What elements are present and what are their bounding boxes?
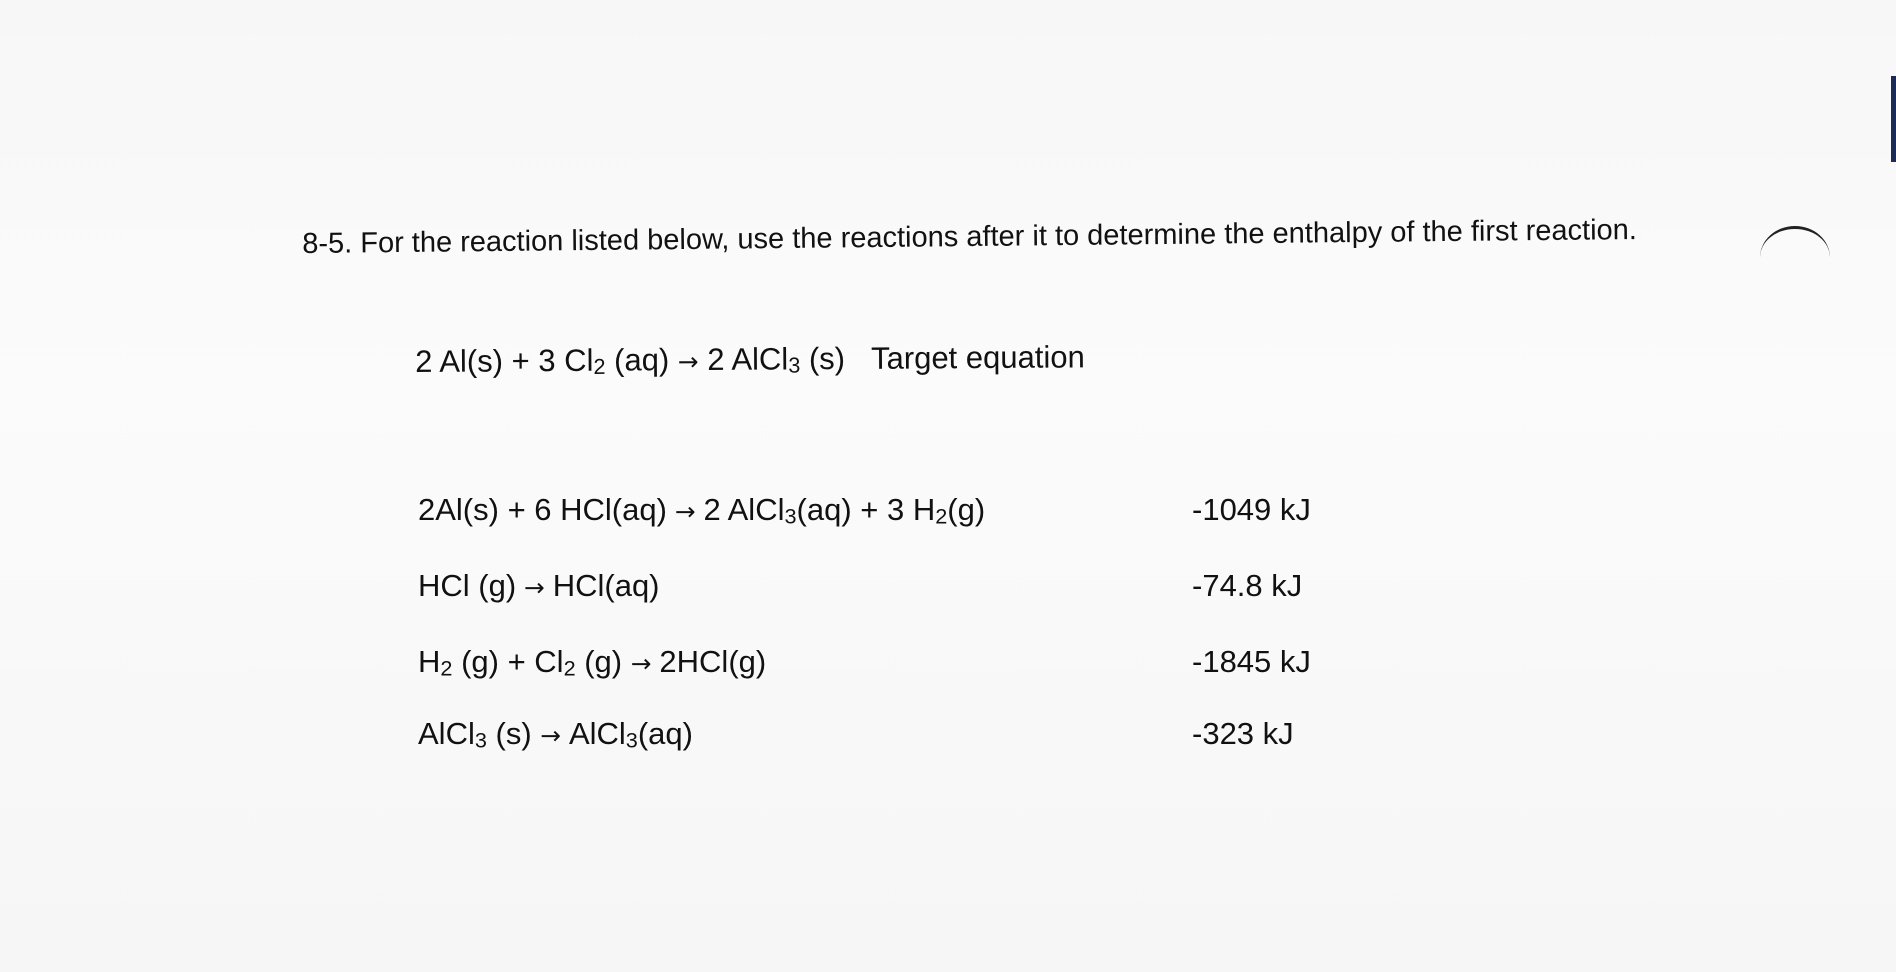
target-lhs-state: (aq) <box>605 342 678 378</box>
page-edge-shadow <box>1891 76 1896 162</box>
reaction-enthalpy: -1049 kJ <box>1192 492 1311 527</box>
reaction-arrow: → <box>677 347 699 377</box>
reaction-row <box>418 644 1338 688</box>
reaction-equation: 2Al(s) + 6 HCl(aq) → 2 AlCl$_3$(aq) + 3 $H_2(g)$ <box>418 492 986 529</box>
reaction-enthalpy: -74.8 kJ <box>1192 568 1303 603</box>
target-lhs: 2 Al(s) + 3 Cl <box>415 342 594 379</box>
hole-punch-mark <box>1760 226 1830 289</box>
reaction-equation: $H_2$ $(g) + Cl_2$ (g) → 2HCl(g) <box>418 644 767 681</box>
target-equation <box>415 339 1085 380</box>
reaction-enthalpy: -1845 kJ <box>1192 644 1311 679</box>
target-rhs-state: (s) <box>800 340 846 377</box>
reaction-equation: HCl (g) → HCl(aq) <box>418 568 660 603</box>
target-label: Target equation <box>870 339 1085 376</box>
target-rhs: 2 AlCl <box>698 341 789 378</box>
reaction-row <box>418 568 1338 612</box>
reaction-row <box>418 716 1338 760</box>
reaction-row <box>418 492 1338 536</box>
reaction-equation: AlCl$_3$ (s) → AlCl$_3$(aq) <box>418 716 693 753</box>
question-text: 8-5. For the reaction listed below, use the reactions after it to determine the enthalpy of the first reaction. <box>302 214 1638 260</box>
target-lhs-subscript: 2 <box>593 353 606 380</box>
reaction-enthalpy: -323 kJ <box>1192 716 1294 751</box>
target-rhs-subscript: 3 <box>788 352 801 378</box>
